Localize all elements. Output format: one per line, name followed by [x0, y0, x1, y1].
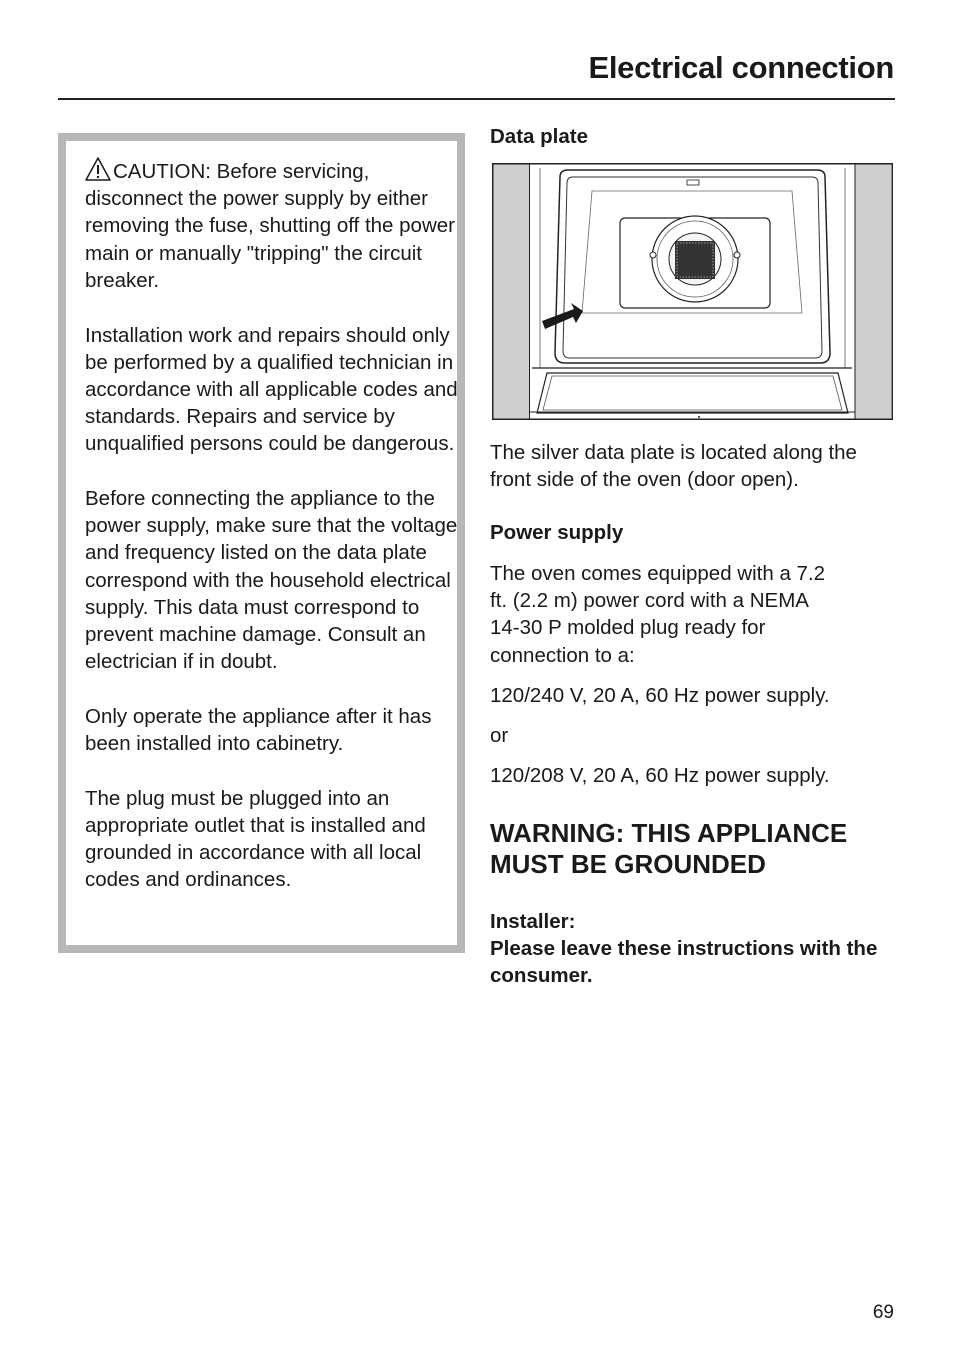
installer-label: Installer: — [490, 910, 576, 933]
power-option-1: 120/240 V, 20 A, 60 Hz power supply. — [490, 684, 830, 707]
caution-text — [85, 157, 467, 921]
page-title: Electrical connection — [588, 50, 894, 85]
header-divider — [58, 98, 895, 100]
grounding-warning-heading: WARNING: THIS APPLIANCE MUST BE GROUNDED — [490, 818, 848, 879]
caution-paragraph-1 — [85, 157, 467, 294]
caution-box — [58, 133, 465, 953]
data-plate-heading: Data plate — [490, 125, 588, 148]
data-plate-description: The silver data plate is located along the front side of the oven (door open). — [490, 441, 857, 492]
warning-triangle-icon — [85, 157, 111, 181]
power-or: or — [490, 724, 509, 747]
power-supply-heading: Power supply — [490, 521, 624, 544]
oven-data-plate-illustration — [492, 163, 893, 420]
caution-paragraph-5: The plug must be plugged into an appropriate outlet that is installed and grounded in accordance with all local codes and ordinances. — [85, 786, 426, 892]
power-option-2: 120/208 V, 20 A, 60 Hz power supply. — [490, 764, 830, 787]
caution-paragraph-3: Before connecting the appliance to the power supply, make sure that the voltage and frequency listed on the data plate correspond with the household electrical supply. This data must correspond to prevent machine damage. Consult an electrician if in doubt. — [85, 487, 458, 674]
caution-paragraph-1-text: CAUTION: Before servicing, disconnect the power supply by either removing the fuse, shutting off the power main or manually "tripping" the circuit breaker. — [85, 160, 455, 292]
caution-paragraph-2: Installation work and repairs should only be performed by a qualified technician in accordance with all applicable codes and standards. Repairs and service by unqualified persons could be dangerous. — [85, 323, 458, 456]
installer-note: Please leave these instructions with the consumer. — [490, 937, 878, 988]
page-number: 69 — [872, 1302, 894, 1323]
caution-paragraph-4: Only operate the appliance after it has been installed into cabinetry. — [85, 704, 432, 756]
power-supply-description: The oven comes equipped with a 7.2 ft. (2.2 m) power cord with a NEMA 14-30 P molded plug ready for connection to a: — [490, 562, 826, 667]
